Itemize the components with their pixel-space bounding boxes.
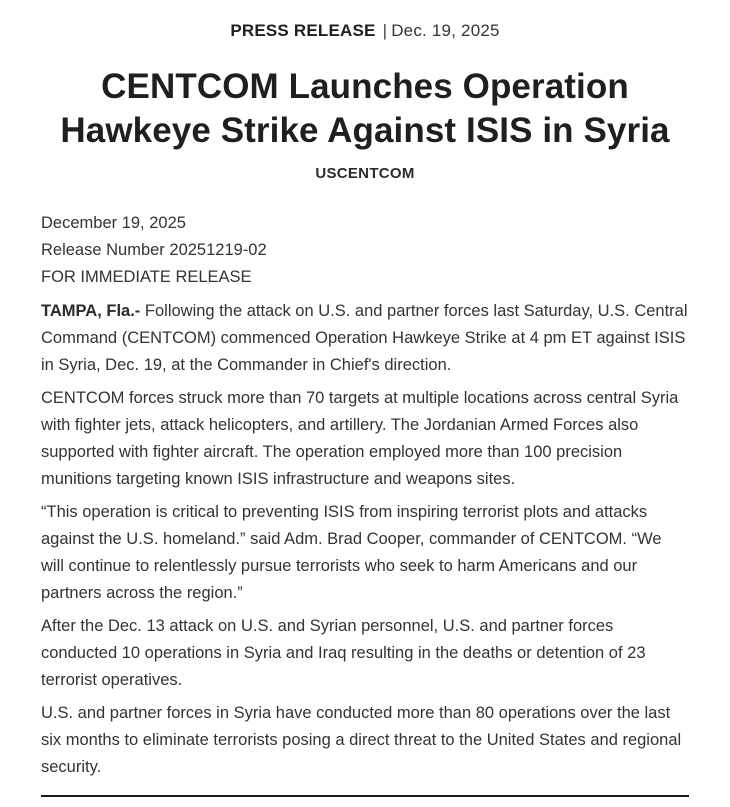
meta-line: Release Number 20251219-02 (41, 241, 267, 259)
byline: USCENTCOM (315, 165, 415, 182)
eyebrow-label: PRESS RELEASE (230, 21, 376, 40)
body-paragraph: U.S. and partner forces in Syria have conducted more than 80 operations over the last six months to eliminate terrorists posing a direct threat to the United States and regional security. (41, 704, 682, 776)
dateline-lead: TAMPA, Fla.- (41, 302, 141, 320)
eyebrow (41, 20, 689, 42)
meta-line: FOR IMMEDIATE RELEASE (41, 268, 252, 286)
body-paragraph: After the Dec. 13 attack on U.S. and Syrian personnel, U.S. and partner forces conducted 10 operations in Syria and Iraq resulting in the deaths or detention of 23 terrorist operatives. (41, 617, 646, 689)
page-title: CENTCOM Launches Operation Hawkeye Strike Against ISIS in Syria (60, 67, 670, 150)
eyebrow-separator: | (382, 21, 388, 40)
bottom-divider (41, 795, 689, 797)
body-paragraph: TAMPA, Fla.- Following the attack on U.S. and partner forces last Saturday, U.S. Central Command (CENTCOM) commenced Operation Hawkeye Strike at 4 pm ET against ISIS in Syria, Dec. 19, at the Commander in Chief's direction. (41, 302, 688, 374)
body-paragraph: “This operation is critical to preventing ISIS from inspiring terrorist plots and attacks against the U.S. homeland.” said Adm. Brad Cooper, commander of CENTCOM. “We will continue to relentlessly pursue terrorists who seek to harm Americans and our partners across the region.” (41, 503, 662, 602)
meta-block (41, 210, 689, 291)
article-body (41, 298, 689, 781)
meta-line: December 19, 2025 (41, 214, 186, 232)
body-paragraph: CENTCOM forces struck more than 70 targets at multiple locations across central Syria with fighter jets, attack helicopters, and artillery. The Jordanian Armed Forces also supported with fighter aircraft. The operation employed more than 100 precision munitions targeting known ISIS infrastructure and weapons sites. (41, 389, 679, 488)
eyebrow-date: Dec. 19, 2025 (391, 21, 500, 40)
